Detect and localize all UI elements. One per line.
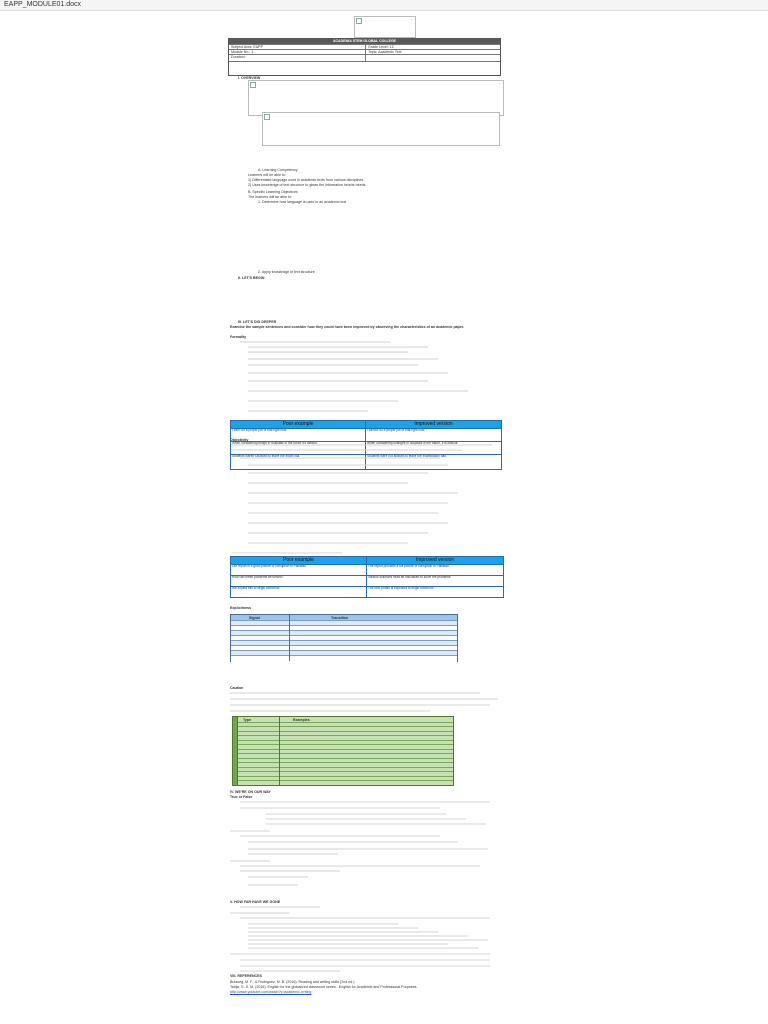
text-lines — [248, 522, 448, 524]
logo-image — [354, 16, 416, 38]
table-cell: We expect this to begin tomorrow. — [231, 586, 366, 597]
text-lines — [248, 923, 398, 925]
overview-image — [248, 80, 504, 116]
competency-intro: Learners will be able to: — [248, 173, 286, 177]
text-lines — [240, 906, 320, 908]
text-lines — [240, 835, 440, 837]
table-cell: Students weren't allowed to leave the exam hall. — [231, 454, 365, 469]
reference-item: Bulaong, M. F., & Rodriguez, M. B. (2016). Reading and writing skills (2nd ed.). — [230, 980, 356, 984]
objectivity-heading: Objectivity — [230, 438, 249, 442]
header-cell: Grade Level: 12 — [368, 44, 394, 49]
text-lines — [248, 542, 408, 544]
text-lines — [248, 512, 438, 514]
text-lines — [248, 853, 338, 855]
caution-table — [232, 716, 454, 786]
section-dig-deeper: III. LET'S DIG DEEPER — [238, 320, 277, 324]
text-lines — [248, 358, 438, 360]
header-cell: Module No.: 1 — [231, 49, 254, 54]
section-references: VIII. REFERENCES — [230, 974, 262, 978]
text-lines — [240, 970, 340, 972]
text-lines — [240, 917, 490, 919]
table-cell: How can these problems be solved? — [231, 575, 366, 586]
explicitness-table — [230, 614, 458, 662]
caution-heading: Caution — [230, 686, 244, 690]
header-table — [228, 38, 501, 76]
objectivity-table — [230, 556, 504, 598]
competency-item: 1) Differentiate language used in academic texts from various disciplines — [248, 178, 364, 182]
text-lines — [248, 351, 408, 353]
text-lines — [240, 341, 390, 343]
text-lines — [230, 953, 490, 955]
text-lines — [248, 472, 428, 474]
text-lines — [248, 502, 448, 504]
text-lines — [240, 959, 490, 961]
dig-intro: Examine the sample sentences and consider how they could have been improved by observing the characteristics of an academic paper. — [230, 325, 465, 329]
overview-image-2 — [262, 112, 500, 146]
text-lines — [230, 698, 498, 700]
header-cell: Subject Area: EAPP — [231, 44, 263, 49]
table-header: Improved version — [366, 421, 501, 428]
text-lines — [240, 457, 440, 459]
text-lines — [248, 380, 428, 382]
table-cell: Our report is a good picture of corruption in Pakistan. — [231, 564, 366, 575]
text-lines — [248, 492, 458, 494]
competency-heading: A. Learning Competency — [258, 168, 298, 172]
text-lines — [240, 870, 340, 872]
objectives-heading: B. Specific Learning Objectives — [248, 190, 298, 194]
reference-item: Tabije, E. S. M. (2016). English for the globalized classroom series - English for Academic and Professional Purposes. — [230, 985, 418, 989]
text-lines — [248, 848, 488, 850]
text-lines — [248, 482, 408, 484]
formality-heading: Formality — [230, 335, 247, 339]
table-header: Transition — [331, 615, 349, 620]
table-cell: Students were not allowed to leave the examination hall. — [366, 454, 501, 469]
document-title-bar — [0, 0, 768, 11]
text-lines — [248, 927, 418, 929]
text-lines — [248, 939, 488, 941]
text-lines — [232, 552, 342, 554]
text-lines — [232, 444, 492, 446]
table-cell: When considering things in hospitals in the future it's difficult. — [231, 441, 365, 454]
section-on-our-way: IV. WE'RE ON OUR WAY — [230, 790, 271, 794]
explicitness-heading: Explicitness — [230, 606, 251, 610]
table-header: Examples — [293, 717, 310, 722]
text-lines — [266, 818, 466, 820]
text-lines — [230, 704, 490, 706]
table-header: Type — [243, 717, 252, 722]
table-header: Signal — [249, 615, 260, 620]
text-lines — [240, 801, 490, 803]
text-lines — [248, 943, 448, 945]
text-lines — [248, 532, 428, 534]
text-lines — [266, 813, 446, 815]
text-lines — [248, 464, 448, 466]
text-lines — [240, 965, 490, 967]
text-lines — [248, 947, 478, 949]
reference-link[interactable]: http://www.youtube.com/watch?v=academic-writing — [230, 990, 312, 994]
text-lines — [248, 372, 448, 374]
text-lines — [230, 692, 480, 694]
text-lines — [240, 807, 440, 809]
table-header: Poor example — [231, 421, 365, 428]
text-lines — [230, 830, 270, 832]
text-lines — [230, 710, 430, 712]
table-cell: I can't do a proper job of that right now. — [231, 428, 365, 441]
text-lines — [232, 449, 462, 451]
header-title: ACADEMIA STEM GLOBAL COLLEGE — [229, 39, 500, 44]
table-cell: When considering changes in hospitals in the future, it is difficult. — [366, 441, 501, 454]
objective-item: 2. Apply knowledge of text structure — [258, 270, 315, 274]
section-lets-begin: II. LET'S BEGIN — [238, 276, 265, 280]
table-header: Improved version — [367, 557, 503, 564]
text-lines — [248, 876, 308, 878]
table-cell: Various solutions must be discussed to solve the problems. — [367, 575, 503, 586]
competency-item: 2) Uses knowledge of text structure to glean the information he/she needs — [248, 183, 366, 187]
text-lines — [230, 860, 270, 862]
text-lines — [230, 912, 290, 914]
objectives-intro: The learners will be able to: — [248, 195, 292, 199]
section-overview: I. OVERVIEW — [238, 76, 261, 80]
table-cell: The report provides a full picture of corruption in Pakistan. — [367, 564, 503, 575]
text-lines — [248, 364, 418, 366]
objective-item: 1. Determine how language is used in an academic text — [258, 200, 347, 204]
document-title: EAPP_MODULE01.docx — [4, 1, 82, 8]
text-lines — [248, 931, 438, 933]
text-lines — [248, 390, 468, 392]
text-lines — [248, 400, 398, 402]
section-how-far: V. HOW FAR HAVE WE GONE — [230, 900, 281, 904]
text-lines — [248, 346, 428, 348]
text-lines — [266, 823, 486, 825]
table-cell: The next phase is expected to begin tomorrow. — [367, 586, 503, 597]
header-cell: Duration: — [231, 55, 246, 59]
text-lines — [248, 935, 468, 937]
true-false-heading: True or False — [230, 795, 253, 799]
text-lines — [248, 410, 368, 412]
header-cell: Topic: Academic Text — [368, 49, 402, 54]
text-lines — [248, 884, 298, 886]
table-cell: I cannot do a proper job of that right now. — [366, 428, 501, 441]
text-lines — [248, 841, 458, 843]
text-lines — [240, 865, 480, 867]
table-header: Poor example — [231, 557, 366, 564]
document-page — [226, 12, 504, 1012]
